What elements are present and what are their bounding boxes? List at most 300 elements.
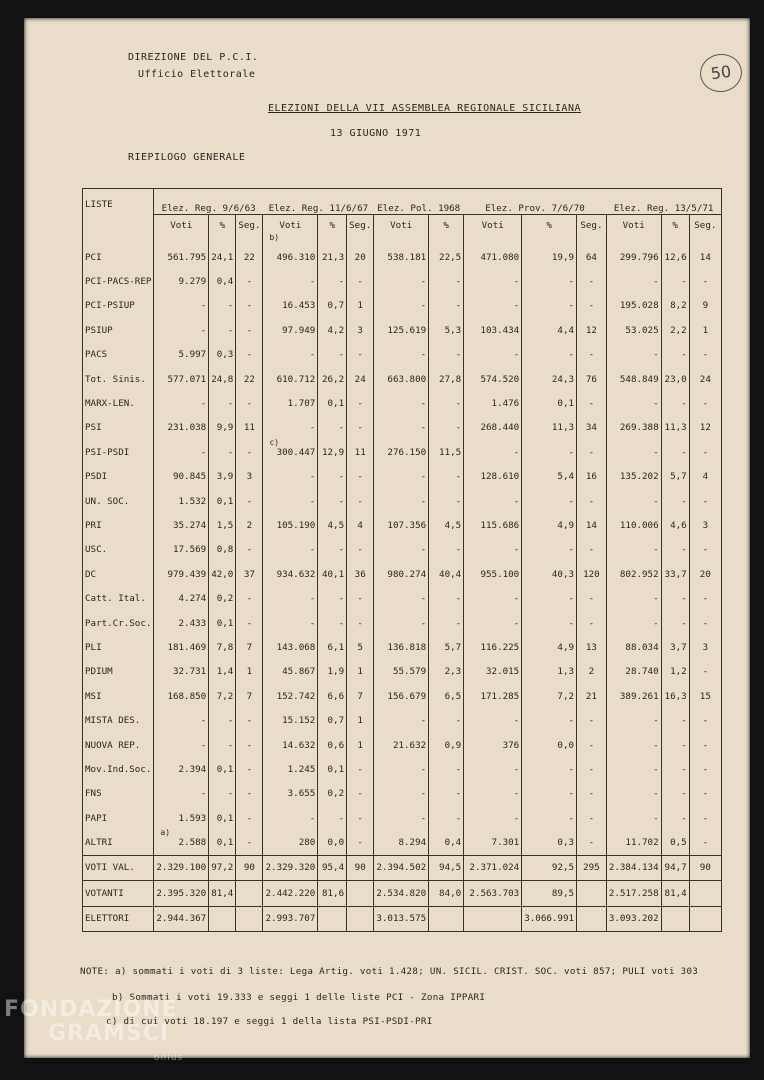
cell-value: 181.469	[154, 635, 209, 659]
cell-value: 136.818	[374, 635, 429, 659]
document-subtitle: RIEPILOGO GENERALE	[128, 152, 246, 163]
cell-value: 1	[689, 318, 721, 342]
row-label: PACS	[83, 343, 154, 367]
group-header: Elez. Prov. 7/6/70	[464, 189, 607, 215]
row-label: VOTANTI	[83, 881, 154, 906]
cell-value: -	[236, 733, 263, 757]
cell-value: 24,8	[209, 367, 236, 391]
cell-value: 110.006	[606, 513, 661, 537]
cell-value: 4,9	[522, 635, 577, 659]
cell-value: 300.447 c)	[263, 440, 318, 464]
cell-value: 2.329.100	[154, 855, 209, 880]
cell-value: 8.294	[374, 830, 429, 855]
cell-value: 3.093.202	[606, 906, 661, 931]
cell-value: -	[464, 269, 522, 293]
subheader-seg: Seg.	[236, 215, 263, 235]
cell-value: -	[577, 294, 607, 318]
cell-value: -	[318, 343, 347, 367]
cell-value: 1.532	[154, 489, 209, 513]
cell-value: 81,4	[661, 881, 689, 906]
cell-value: -	[464, 440, 522, 464]
cell-value: 9,9	[209, 416, 236, 440]
cell-value: -	[347, 343, 374, 367]
cell-value: -	[606, 440, 661, 464]
cell-value: 24,3	[522, 367, 577, 391]
row-label: PSI-PSDI	[83, 440, 154, 464]
cell-value: -	[522, 440, 577, 464]
cell-value: 4.274	[154, 586, 209, 610]
cell-value: 0,2	[318, 782, 347, 806]
cell-value: -	[236, 586, 263, 610]
cell-value: 115.686	[464, 513, 522, 537]
cell-value: 3	[347, 318, 374, 342]
note-b: b) Sommati i voti 19.333 e seggi 1 delle liste PCI - Zona IPPARI	[112, 992, 486, 1003]
cell-value: -	[347, 416, 374, 440]
cell-value: 55.579	[374, 660, 429, 684]
cell-value: 26,2	[318, 367, 347, 391]
row-label: PSDI	[83, 465, 154, 489]
cell-value: -	[661, 733, 689, 757]
row-label: PLI	[83, 635, 154, 659]
cell-value: -	[577, 611, 607, 635]
cell-value: 135.202	[606, 465, 661, 489]
cell-value: -	[374, 416, 429, 440]
cell-value: 15	[689, 684, 721, 708]
cell-value: 5,4	[522, 465, 577, 489]
cell-value: 7,2	[522, 684, 577, 708]
cell-value: -	[689, 757, 721, 781]
cell-value: -	[374, 269, 429, 293]
cell-value: -	[236, 318, 263, 342]
cell-value	[577, 906, 607, 931]
cell-value: -	[374, 465, 429, 489]
subheader-voti: Voti	[154, 215, 209, 235]
cell-value: 76	[577, 367, 607, 391]
cell-value: -	[577, 830, 607, 855]
cell-value: -	[154, 294, 209, 318]
table-row	[83, 757, 722, 781]
cell-value: 34	[577, 416, 607, 440]
cell-value: 2.395.320	[154, 881, 209, 906]
subheader-seg: Seg.	[347, 215, 374, 235]
cell-value: -	[606, 391, 661, 415]
cell-value: 33,7	[661, 562, 689, 586]
cell-value: -	[209, 391, 236, 415]
cell-value: 22	[236, 235, 263, 269]
cell-value: 5,7	[661, 465, 689, 489]
cell-value: 103.434	[464, 318, 522, 342]
cell-value: -	[374, 391, 429, 415]
totals-row	[83, 881, 722, 906]
cell-value: -	[577, 343, 607, 367]
cell-value: 12,9	[318, 440, 347, 464]
cell-value: 1	[236, 660, 263, 684]
cell-value: -	[429, 708, 464, 732]
cell-value: 1,4	[209, 660, 236, 684]
cell-value: -	[209, 782, 236, 806]
cell-value: -	[318, 806, 347, 830]
row-label: PDIUM	[83, 660, 154, 684]
cell-value: 0,3	[209, 343, 236, 367]
cell-value: 0,1	[522, 391, 577, 415]
cell-value: 2,2	[661, 318, 689, 342]
cell-value: 156.679	[374, 684, 429, 708]
cell-value: -	[347, 391, 374, 415]
cell-value: 548.849	[606, 367, 661, 391]
watermark-logo	[4, 998, 183, 1070]
cell-value	[236, 906, 263, 931]
cell-value: 0,4	[429, 830, 464, 855]
note-c: c) di cui voti 18.197 e seggi 1 della lista PSI-PSDI-PRI	[106, 1016, 433, 1027]
cell-value: -	[689, 440, 721, 464]
cell-value: -	[263, 611, 318, 635]
cell-value: -	[522, 586, 577, 610]
cell-value: 107.356	[374, 513, 429, 537]
cell-value: 295	[577, 855, 607, 880]
cell-value: 90	[236, 855, 263, 880]
cell-value: -	[689, 489, 721, 513]
cell-value: 20	[347, 235, 374, 269]
cell-value: -	[374, 294, 429, 318]
row-label: PSI	[83, 416, 154, 440]
cell-value: -	[661, 586, 689, 610]
cell-value: 28.740	[606, 660, 661, 684]
cell-value: 1	[347, 660, 374, 684]
cell-value: 9	[689, 294, 721, 318]
table-row	[83, 660, 722, 684]
cell-value: 4,5	[429, 513, 464, 537]
cell-value: 21,3	[318, 235, 347, 269]
cell-value: 94,7	[661, 855, 689, 880]
cell-value: -	[689, 269, 721, 293]
cell-value: 2.442.220	[263, 881, 318, 906]
row-label: Part.Cr.Soc.	[83, 611, 154, 635]
cell-value: -	[661, 708, 689, 732]
cell-value: 4,6	[661, 513, 689, 537]
note-a: NOTE: a) sommati i voti di 3 liste: Lega Artig. voti 1.428; UN. SICIL. CRIST. SOC. voti 857; PULI voti 303	[80, 966, 699, 977]
cell-value: -	[689, 391, 721, 415]
table-row	[83, 611, 722, 635]
cell-value: -	[347, 611, 374, 635]
row-label: Tot. Sinis.	[83, 367, 154, 391]
cell-value: -	[522, 782, 577, 806]
group-header: Elez. Pol. 1968	[374, 189, 464, 215]
cell-value: 64	[577, 235, 607, 269]
cell-value: -	[429, 782, 464, 806]
table-row	[83, 708, 722, 732]
document-title: ELEZIONI DELLA VII ASSEMBLEA REGIONALE SICILIANA	[268, 103, 581, 114]
cell-value: 89,5	[522, 881, 577, 906]
cell-value: -	[522, 611, 577, 635]
cell-value: -	[429, 586, 464, 610]
cell-value: 4	[689, 465, 721, 489]
watermark-line3: onlus	[154, 1053, 184, 1063]
cell-value: -	[577, 708, 607, 732]
cell-value: 6,1	[318, 635, 347, 659]
cell-value: 23,0	[661, 367, 689, 391]
cell-value: -	[606, 782, 661, 806]
cell-value: 12,6	[661, 235, 689, 269]
cell-value: -	[689, 708, 721, 732]
cell-value: -	[374, 708, 429, 732]
cell-value: -	[464, 782, 522, 806]
cell-value: 1.476	[464, 391, 522, 415]
totals-row	[83, 906, 722, 931]
cell-value: 152.742	[263, 684, 318, 708]
cell-value: -	[661, 343, 689, 367]
cell-value: -	[661, 391, 689, 415]
cell-value: 7,2	[209, 684, 236, 708]
row-label: MSI	[83, 684, 154, 708]
cell-value: -	[606, 269, 661, 293]
row-label: USC.	[83, 538, 154, 562]
row-label: VOTI VAL.	[83, 855, 154, 880]
cell-value: -	[318, 269, 347, 293]
footnote-marker: a)	[160, 828, 171, 838]
cell-value: 7.301	[464, 830, 522, 855]
cell-value: 610.712	[263, 367, 318, 391]
table-row	[83, 562, 722, 586]
cell-value: -	[522, 757, 577, 781]
cell-value	[464, 906, 522, 931]
row-label: PCI-PSIUP	[83, 294, 154, 318]
cell-value: -	[347, 782, 374, 806]
cell-value: 19,9	[522, 235, 577, 269]
cell-value: -	[429, 294, 464, 318]
cell-value: 0,1	[209, 489, 236, 513]
cell-value: 20	[689, 562, 721, 586]
cell-value: 81,4	[209, 881, 236, 906]
cell-value: 16	[577, 465, 607, 489]
cell-value: -	[236, 269, 263, 293]
table-row	[83, 489, 722, 513]
cell-value: 231.038	[154, 416, 209, 440]
cell-value: -	[318, 465, 347, 489]
cell-value: 81,6	[318, 881, 347, 906]
cell-value: 35.274	[154, 513, 209, 537]
cell-value: 299.796	[606, 235, 661, 269]
cell-value: 40,4	[429, 562, 464, 586]
cell-value: 5,3	[429, 318, 464, 342]
cell-value: -	[318, 611, 347, 635]
cell-value: 0,2	[209, 586, 236, 610]
cell-value: -	[689, 733, 721, 757]
cell-value: 195.028	[606, 294, 661, 318]
cell-value: -	[522, 294, 577, 318]
document-date: 13 GIUGNO 1971	[330, 128, 422, 139]
cell-value: 1,9	[318, 660, 347, 684]
cell-value: 2	[577, 660, 607, 684]
cell-value: -	[429, 269, 464, 293]
subheader-pct: %	[522, 215, 577, 235]
cell-value: 0,3	[522, 830, 577, 855]
cell-value: 268.440	[464, 416, 522, 440]
table-row	[83, 269, 722, 293]
watermark-line1: FONDAZIONE	[4, 997, 178, 1022]
cell-value: -	[606, 806, 661, 830]
cell-value: -	[318, 416, 347, 440]
cell-value: -	[577, 757, 607, 781]
cell-value: -	[429, 391, 464, 415]
cell-value: 17.569	[154, 538, 209, 562]
cell-value: -	[429, 343, 464, 367]
cell-value: -	[263, 465, 318, 489]
cell-value: -	[577, 586, 607, 610]
cell-value: 2.534.820	[374, 881, 429, 906]
cell-value: -	[661, 757, 689, 781]
subheader-pct: %	[209, 215, 236, 235]
cell-value: -	[661, 782, 689, 806]
cell-value: 143.068	[263, 635, 318, 659]
cell-value: -	[374, 538, 429, 562]
cell-value	[689, 906, 721, 931]
cell-value: 1	[347, 708, 374, 732]
cell-value: -	[464, 757, 522, 781]
cell-value: -	[522, 538, 577, 562]
cell-value: 0,1	[209, 757, 236, 781]
cell-value: -	[464, 708, 522, 732]
cell-value: 1,3	[522, 660, 577, 684]
cell-value: -	[429, 489, 464, 513]
cell-value: -	[347, 489, 374, 513]
cell-value: 5.997	[154, 343, 209, 367]
cell-value: 663.800	[374, 367, 429, 391]
cell-value: -	[606, 538, 661, 562]
table-row	[83, 513, 722, 537]
col-liste-header: LISTE	[83, 189, 154, 236]
cell-value: 561.795	[154, 235, 209, 269]
cell-value: 16.453	[263, 294, 318, 318]
cell-value: 1	[347, 733, 374, 757]
footnote-marker: b)	[269, 233, 280, 242]
table-row	[83, 367, 722, 391]
cell-value: 0,4	[209, 269, 236, 293]
cell-value: 6,5	[429, 684, 464, 708]
cell-value: -	[374, 489, 429, 513]
handwritten-page-number: 50	[698, 51, 745, 94]
cell-value: 24,1	[209, 235, 236, 269]
cell-value: 9.279	[154, 269, 209, 293]
subheader-voti: Voti	[374, 215, 429, 235]
cell-value: -	[689, 830, 721, 855]
row-label: PAPI	[83, 806, 154, 830]
cell-value: 24	[347, 367, 374, 391]
cell-value: 0,0	[522, 733, 577, 757]
cell-value: -	[689, 343, 721, 367]
cell-value: 12	[577, 318, 607, 342]
cell-value: 45.867	[263, 660, 318, 684]
row-label: PSIUP	[83, 318, 154, 342]
cell-value: 3.655	[263, 782, 318, 806]
cell-value: -	[209, 440, 236, 464]
cell-value: -	[263, 489, 318, 513]
cell-value: -	[236, 538, 263, 562]
table-row	[83, 343, 722, 367]
row-label: DC	[83, 562, 154, 586]
cell-value: -	[236, 489, 263, 513]
cell-value: -	[464, 538, 522, 562]
cell-value: -	[374, 586, 429, 610]
cell-value: 37	[236, 562, 263, 586]
table-row	[83, 782, 722, 806]
cell-value: 2.433	[154, 611, 209, 635]
cell-value: -	[522, 343, 577, 367]
cell-value: -	[606, 343, 661, 367]
cell-value: -	[577, 269, 607, 293]
cell-value: 3,9	[209, 465, 236, 489]
cell-value: 105.190	[263, 513, 318, 537]
cell-value: 4,5	[318, 513, 347, 537]
cell-value: -	[236, 440, 263, 464]
table-row	[83, 538, 722, 562]
cell-value: -	[429, 611, 464, 635]
cell-value: 0,7	[318, 708, 347, 732]
row-label: Catt. Ital.	[83, 586, 154, 610]
cell-value: -	[236, 806, 263, 830]
cell-value: 269.388	[606, 416, 661, 440]
row-label: PCI-PACS-REP	[83, 269, 154, 293]
cell-value: 97.949	[263, 318, 318, 342]
cell-value: 11.702	[606, 830, 661, 855]
cell-value: -	[606, 733, 661, 757]
table-row	[83, 465, 722, 489]
cell-value: -	[236, 757, 263, 781]
cell-value: -	[236, 343, 263, 367]
cell-value: 276.150	[374, 440, 429, 464]
cell-value: 13	[577, 635, 607, 659]
cell-value: 21.632	[374, 733, 429, 757]
cell-value: 979.439	[154, 562, 209, 586]
cell-value: 980.274	[374, 562, 429, 586]
cell-value: -	[318, 586, 347, 610]
cell-value: -	[263, 586, 318, 610]
cell-value: 0,1	[209, 830, 236, 855]
table-row	[83, 635, 722, 659]
cell-value: -	[577, 391, 607, 415]
cell-value: -	[661, 440, 689, 464]
footnote-marker: c)	[269, 438, 280, 448]
cell-value: -	[689, 806, 721, 830]
cell-value: -	[347, 269, 374, 293]
cell-value	[318, 906, 347, 931]
cell-value: -	[661, 538, 689, 562]
cell-value: 3	[689, 513, 721, 537]
cell-value: 5,7	[429, 635, 464, 659]
cell-value: -	[347, 830, 374, 855]
cell-value: 7	[347, 684, 374, 708]
row-label: MARX-LEN.	[83, 391, 154, 415]
cell-value: 2.993.707	[263, 906, 318, 931]
cell-value: -	[689, 611, 721, 635]
row-label: FNS	[83, 782, 154, 806]
cell-value: 90	[689, 855, 721, 880]
group-header: Elez. Reg. 11/6/67	[263, 189, 374, 215]
table-row	[83, 416, 722, 440]
cell-value: 2.394	[154, 757, 209, 781]
table-row	[83, 733, 722, 757]
cell-value: -	[374, 757, 429, 781]
cell-value: -	[374, 782, 429, 806]
cell-value: -	[374, 806, 429, 830]
cell-value: 5	[347, 635, 374, 659]
cell-value: 0,1	[209, 611, 236, 635]
cell-value: 389.261	[606, 684, 661, 708]
cell-value	[429, 906, 464, 931]
cell-value: 128.610	[464, 465, 522, 489]
cell-value: 11	[236, 416, 263, 440]
cell-value: -	[464, 611, 522, 635]
cell-value: -	[522, 708, 577, 732]
